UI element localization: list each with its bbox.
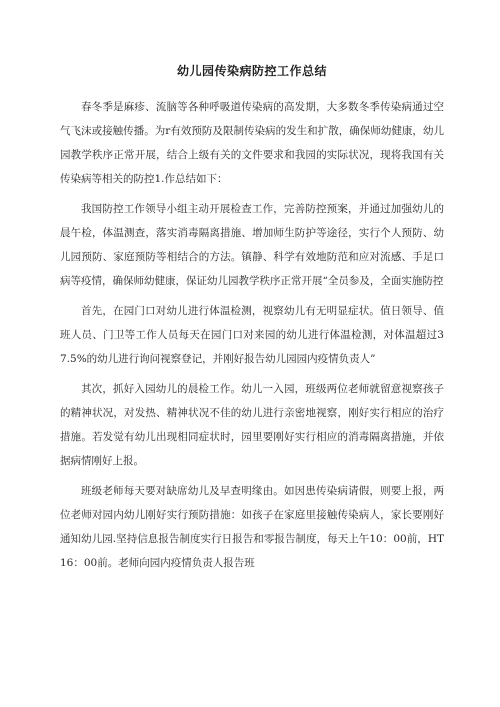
paragraph-intro: 春冬季是麻疹、流脑等各种呼吸道传染病的高发期，大多数冬季传染病通过空气飞沫或接触传播。为r有效预防及限制传染病的发生和扩散，确保师幼健康，幼儿园教学秩序正常开展，结合上级有关的文件要求和我园的实际状况，现将我国有关传染病等相关的防控1.作总结如下： [60, 101, 444, 185]
paragraph-absence-reporting: 班级老师每天要对缺席幼儿及早查明缘由。如因患传染病请假，则要上报，两位老师对园内幼儿刚好实行预防措施：如孩子在家庭里接触传染病人，家长要刚好通知幼儿园.坚持信息报告制度实行日报告和零报告制度，每天上午10：00前，HT16：00前。老师向园内疫情负责人报告班 [60, 485, 444, 569]
paragraph-morning-check: 其次，抓好入园幼儿的晨检工作。幼儿一入园，班级两位老师就留意视察孩子的精神状况，对发热、精神状况不佳的幼儿进行亲密地视察，刚好实行相应的治疗措施。若发觉有幼儿出现相同症状时，园里要刚好实行相应的消毒隔离措施，并依据病情刚好上报。 [60, 383, 444, 467]
document-title: 幼儿园传染病防控工作总结 [176, 64, 327, 78]
paragraph-leadership: 我国防控工作领导小组主动开展检查工作，完善防控预案，并通过加强幼儿的晨午检，体温测查，落实消毒隔离措施、增加师生防护等途径，实行个人预防、幼儿园预防、家庭预防等相结合的方法。镇静、科学有效地防范和应对流感、手足口病等疫情，确保师幼健康，保证幼儿园教学秩序正常开展“全员参及，全面实施防控 [60, 203, 444, 287]
paragraph-temperature-check: 首先，在园门口对幼儿进行体温检测，视察幼儿有无明显症状。值日领导、值班人员、门卫等工作人员每天在园门口对来园的幼儿进行体温检测，对体温超过37.5%的幼儿进行询问视察登记，并刚好报告幼儿园园内疫情负责人” [60, 305, 444, 365]
